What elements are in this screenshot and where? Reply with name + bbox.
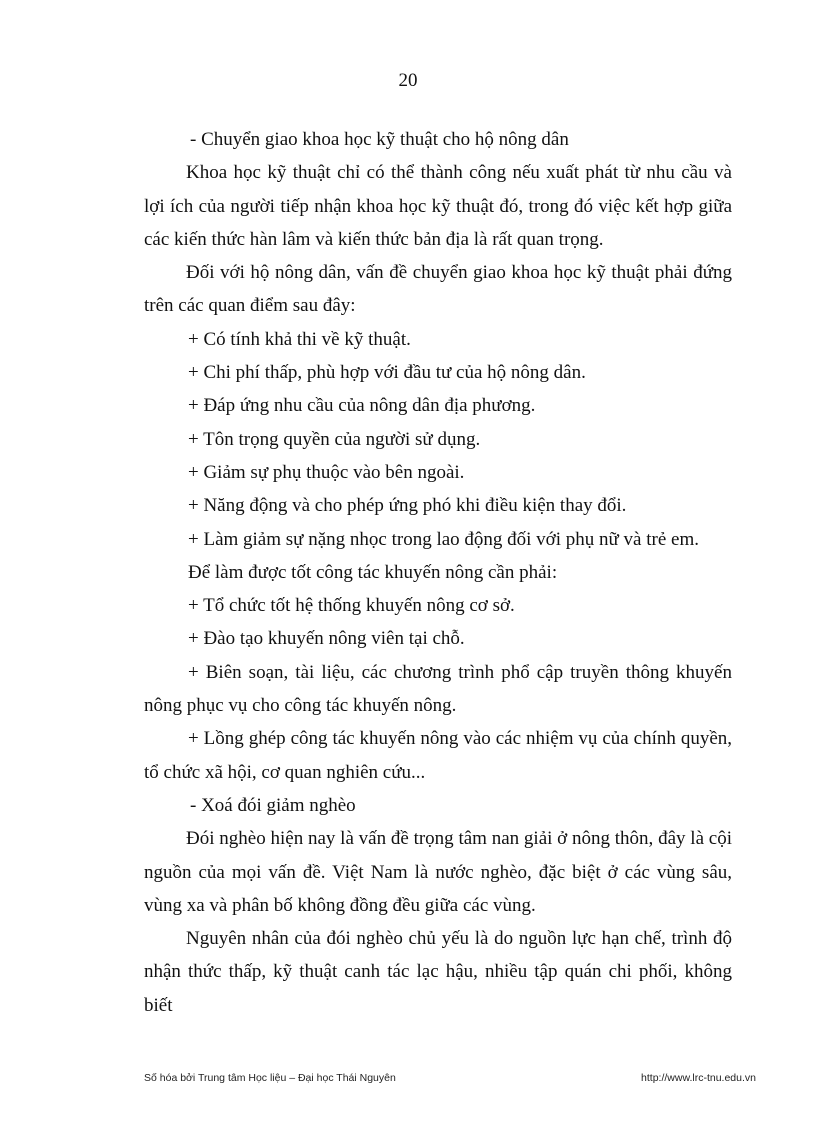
section-heading-technology-transfer: - Chuyển giao khoa học kỹ thuật cho hộ nông dân: [190, 129, 569, 150]
list-item: + Tổ chức tốt hệ thống khuyến nông cơ sở.: [188, 595, 515, 617]
list-item: + Năng động và cho phép ứng phó khi điều kiện thay đổi.: [188, 495, 627, 517]
list-item: + Tôn trọng quyền của người sử dụng.: [188, 428, 481, 450]
page-number: 20: [398, 70, 418, 91]
list-item: + Biên soạn, tài liệu, các chương trình phổ cập truyền thông khuyến nông phục vụ cho công tác khuyến nông.: [144, 661, 732, 717]
paragraph: Đối với hộ nông dân, vấn đề chuyển giao khoa học kỹ thuật phải đứng trên các quan điểm sau đây:: [144, 262, 732, 317]
list-item: + Có tính khả thi về kỹ thuật.: [188, 328, 411, 350]
paragraph: Nguyên nhân của đói nghèo chủ yếu là do nguồn lực hạn chế, trình độ nhận thức thấp, kỹ thuật canh tác lạc hậu, nhiều tập quán chi phối, không biết: [144, 928, 732, 1016]
footer-url: http://www.lrc-tnu.edu.vn: [641, 1072, 756, 1084]
paragraph: Khoa học kỹ thuật chỉ có thể thành công nếu xuất phát từ nhu cầu và lợi ích của người tiếp nhận khoa học kỹ thuật đó, trong đó việc kết hợp giữa các kiến thức hàn lâm và kiến thức bản địa là rất quan trọng.: [144, 162, 732, 250]
footer-source: Số hóa bởi Trung tâm Học liệu – Đại học Thái Nguyên: [144, 1072, 396, 1084]
list-item: + Làm giảm sự nặng nhọc trong lao động đối với phụ nữ và trẻ em.: [188, 528, 699, 550]
list-item: + Đáp ứng nhu cầu của nông dân địa phương.: [188, 395, 536, 417]
list-item: + Lồng ghép công tác khuyến nông vào các nhiệm vụ của chính quyền, tổ chức xã hội, cơ quan nghiên cứu...: [144, 728, 732, 783]
paragraph: Đói nghèo hiện nay là vấn đề trọng tâm nan giải ở nông thôn, đây là cội nguồn của mọi vấn đề. Việt Nam là nước nghèo, đặc biệt ở các vùng sâu, vùng xa và phân bố không đồng đều giữa các vùng.: [144, 828, 732, 916]
list-item: + Chi phí thấp, phù hợp với đầu tư của hộ nông dân.: [188, 362, 586, 384]
document-body: [144, 123, 732, 1022]
section-heading-poverty-reduction: - Xoá đói giảm nghèo: [190, 794, 356, 816]
paragraph: Để làm được tốt công tác khuyến nông cần phải:: [188, 561, 558, 583]
list-item: + Giảm sự phụ thuộc vào bên ngoài.: [188, 461, 465, 483]
list-item: + Đào tạo khuyến nông viên tại chỗ.: [188, 628, 465, 650]
